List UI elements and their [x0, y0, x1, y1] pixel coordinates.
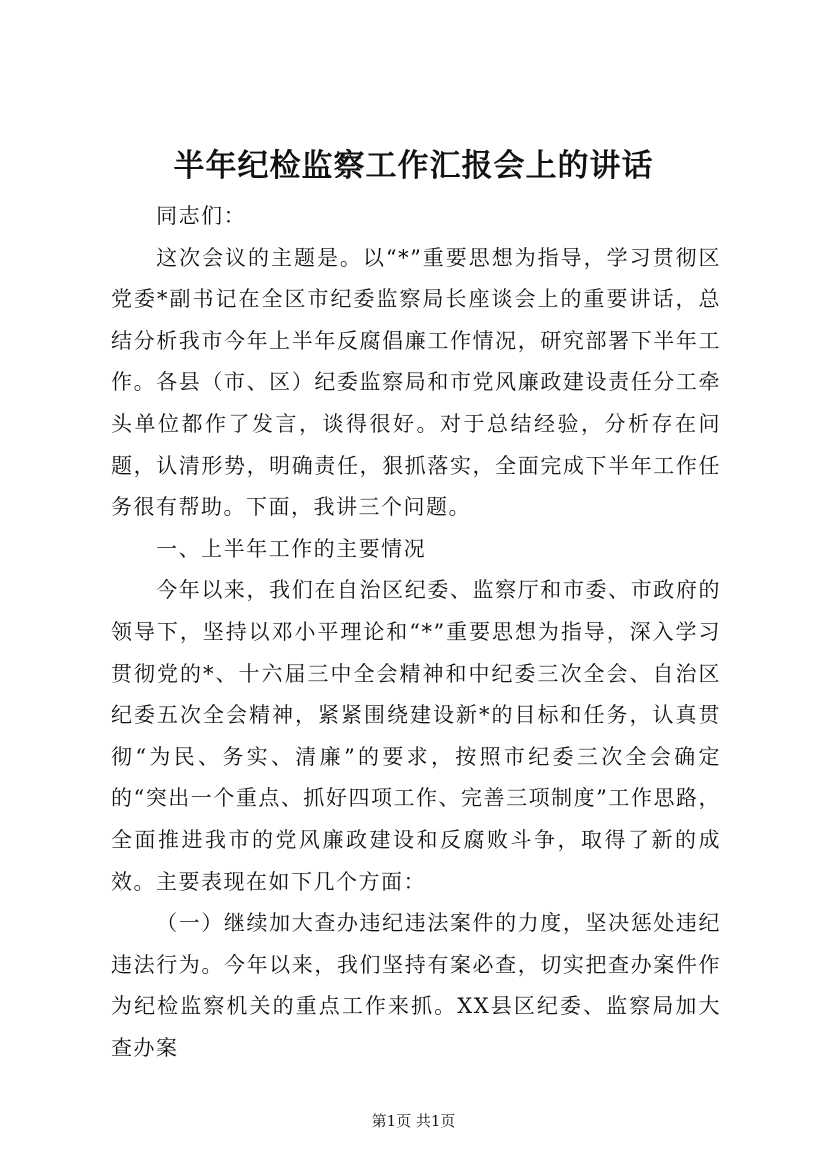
body-paragraph: 今年以来，我们在自治区纪委、监察厅和市委、市政府的领导下，坚持以邓小平理论和“*”重要思想为指导，深入学习贯彻党的*、十六届三中全会精神和中纪委三次全会、自治区纪委五次全会精神，紧紧围绕建设新*的目标和任务，认真贯彻“为民、务实、清廉”的要求，按照市纪委三次全会确定的“突出一个重点、抓好四项工作、完善三项制度”工作思路，全面推进我市的党风廉政建设和反腐败斗争，取得了新的成效。主要表现在如下几个方面： — [111, 578, 721, 894]
body-paragraph: 这次会议的主题是。以“*”重要思想为指导，学习贯彻区党委*副书记在全区市纪委监察局长座谈会上的重要讲话，总结分析我市今年上半年反腐倡廉工作情况，研究部署下半年工作。各县（市、区）纪委监察局和市党风廉政建设责任分工牵头单位都作了发言，谈得很好。对于总结经验，分析存在问题，认清形势，明确责任，狠抓落实，全面完成下半年工作任务很有帮助。下面，我讲三个问题。 — [111, 245, 721, 520]
document-title: 半年纪检监察工作汇报会上的讲话 — [173, 148, 654, 184]
salutation-paragraph: 同志们： — [156, 204, 247, 228]
document-body — [111, 196, 721, 1069]
page-footer: 第1页 共1页 — [371, 1112, 456, 1130]
body-paragraph: （一）继续加大查办违纪违法案件的力度，坚决惩处违纪违法行为。今年以来，我们坚持有案必查，切实把查办案件作为纪检监察机关的重点工作来抓。XX县区纪委、监察局加大查办案 — [111, 911, 721, 1060]
section-heading: 一、上半年工作的主要情况 — [156, 536, 427, 561]
